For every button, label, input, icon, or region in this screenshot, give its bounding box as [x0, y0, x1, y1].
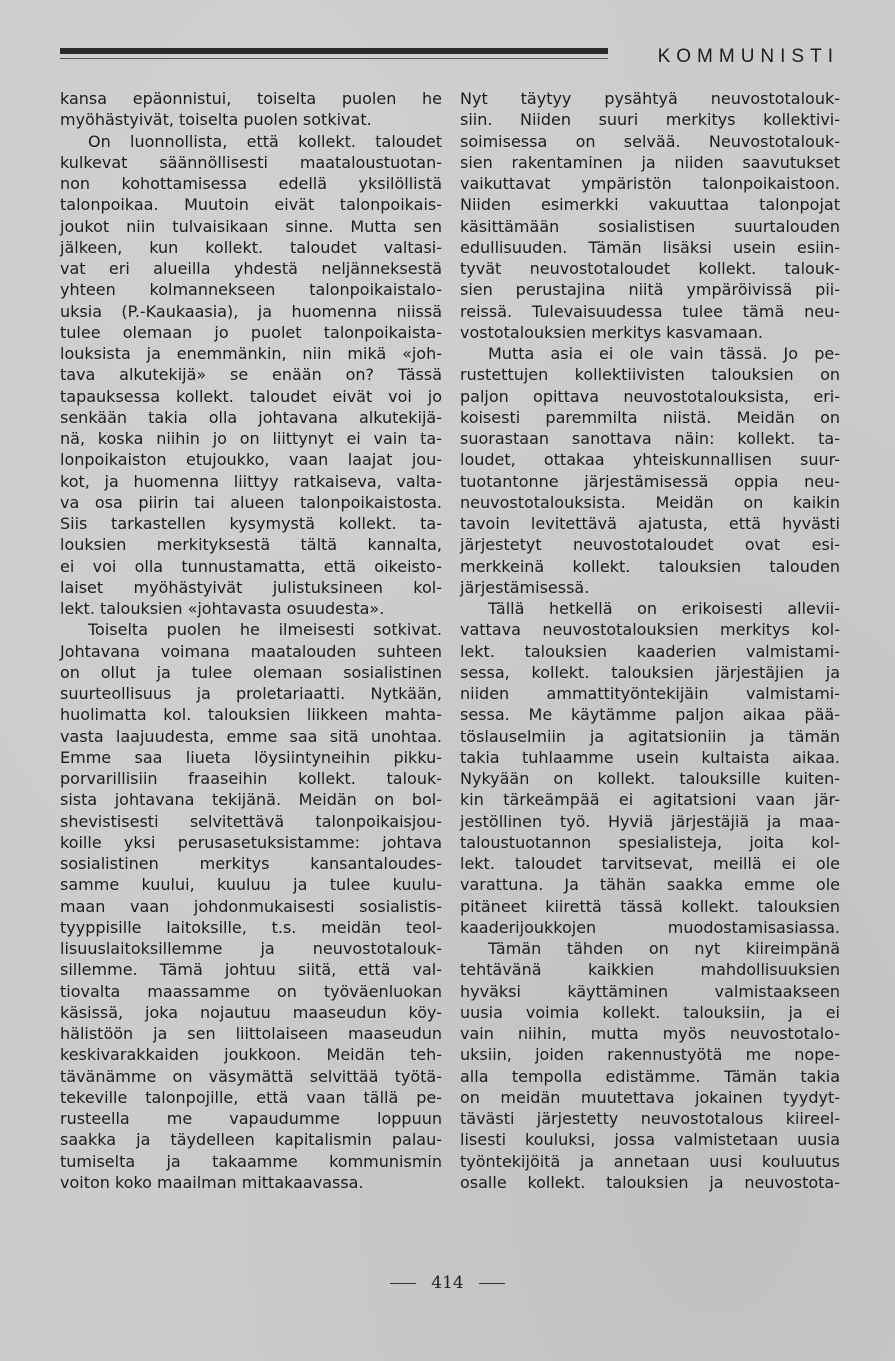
text-line: tiovalta maassamme on työväenluokan [60, 981, 442, 1001]
text-line: louksien merkityksestä tältä kannalta, [60, 535, 442, 555]
text-line: huolimatta kol. talouksien liikkeen mahta- [60, 705, 442, 725]
text-line: sessa, kollekt. talouksien järjestäjien ja [460, 662, 840, 682]
text-line: louksista ja enemmänkin, niin mikä «joh- [60, 344, 442, 363]
text-line: sista johtavana tekijänä. Meidän on bol- [60, 790, 442, 810]
text-line: takia tuhlaamme usein kultaista aikaa. [460, 747, 840, 767]
text-line: soimisessa on selvää. Neuvostotalouk- [460, 131, 840, 151]
text-line: suorastaan sanottava näin: kollekt. ta- [460, 429, 840, 448]
text-line: vain niihin, mutta myös neuvostotalo- [460, 1024, 840, 1043]
text-line: koisesti paremmilta niistä. Meidän on [460, 407, 840, 427]
text-line: käsissä, joka nojautuu maaseudun köy- [60, 1002, 442, 1022]
text-line: vasta laajuudesta, emme saa sitä unohtaa. [60, 726, 442, 746]
text-line: senkään takia olla johtavana alkutekijä- [60, 407, 442, 427]
text-line: kansa epäonnistui, toiselta puolen he [60, 89, 442, 108]
right-text-column [460, 88, 840, 1193]
text-line: tyyppisille laitoksille, t.s. meidän teol- [60, 917, 442, 937]
text-line: samme kuului, kuuluu ja tulee kuulu- [60, 875, 442, 895]
text-line: tyvät neuvostotaloudet kollekt. talouk- [460, 259, 840, 278]
page-number-dash-left [390, 1283, 416, 1284]
text-line: hyväksi käyttäminen valmistaakseen [460, 981, 840, 1001]
text-line: hälistöön ja sen liittolaiseen maaseudun [60, 1024, 442, 1043]
running-title: KOMMUNISTI [657, 46, 839, 67]
text-line: niiden ammattityöntekijäin valmistami- [460, 684, 840, 703]
text-line: joukot niin tulvaisikaan sinne. Mutta sen [60, 216, 442, 236]
text-line: ei voi olla tunnustamatta, että oikeisto- [60, 556, 442, 576]
text-line: tekeville talonpojille, että vaan tällä pe- [60, 1087, 442, 1107]
text-line: lisesti kouluksi, jossa valmistetaan uusia [460, 1130, 840, 1150]
text-line: paljon opittava neuvostotalouksista, eri- [460, 386, 840, 406]
text-line: kulkevat säännöllisesti maataloustuotan- [60, 152, 442, 172]
text-line: lekt. talouksien «johtavasta osuudesta». [60, 599, 385, 618]
text-line: tumiselta ja takaamme kommunismin [60, 1151, 442, 1171]
text-line: käsittämään sosialistisen suurtalouden [460, 216, 840, 236]
left-text-column [60, 88, 442, 1193]
text-line: sien rakentaminen ja niiden saavutukset [460, 152, 840, 172]
text-line: saakka ja täydelleen kapitalismin palau- [60, 1130, 442, 1150]
text-line: tavoin levitettävä ajatusta, että hyvästi [460, 514, 840, 533]
text-line: töslauselmiin ja agitatsioniin ja tämän [460, 726, 840, 746]
header-rule [60, 48, 608, 54]
text-line: taloustuotannon spesialisteja, joita kol- [460, 832, 840, 852]
text-line: voiton koko maailman mittakaavassa. [60, 1172, 364, 1192]
text-line: rustettujen kollektiivisten talouksien on [460, 365, 840, 385]
text-line: porvarillisiin fraaseihin kollekt. talouk- [60, 769, 442, 788]
text-line: osalle kollekt. talouksien ja neuvostota- [460, 1172, 840, 1192]
text-line: reissä. Tulevaisuudessa tulee tämä neu- [460, 301, 840, 321]
text-line: on meidän muutettava jokainen tyydyt- [460, 1087, 840, 1107]
text-line: Mutta asia ei ole vain tässä. Jo pe- [488, 344, 840, 363]
text-line: kot, ja huomenna liittyy ratkaiseva, valta- [60, 471, 442, 491]
text-line: vaikuttavat ympäristön talonpoikaistoon. [460, 174, 840, 193]
text-line: lonpoikaiston etujoukko, vaan laajat jou- [60, 450, 442, 470]
text-line: järjestämisessä. [460, 577, 590, 597]
page-number: 414 [431, 1273, 464, 1293]
text-line: kaaderijoukkojen muodostamisasiassa. [460, 917, 840, 937]
text-line: tava alkutekijä» se enään on? Tässä [60, 365, 442, 385]
text-line: järjestetyt neuvostotaloudet ovat esi- [460, 535, 840, 555]
text-line: tävästi järjestetty neuvostotalous kiireel- [460, 1109, 840, 1128]
text-line: non kohottamisessa edellä yksilöllistä [60, 174, 442, 193]
text-line: myöhästyivät, toiselta puolen sotkivat. [60, 110, 372, 130]
header-rule-thin [60, 58, 608, 59]
text-line: Nyt täytyy pysähtyä neuvostotalouk- [460, 89, 840, 108]
text-line: Tämän tähden on nyt kiireimpänä [488, 939, 840, 958]
text-line: yhteen kolmannekseen talonpoikaistalo- [60, 280, 442, 300]
text-line: uksiin, joiden rakennustyötä me nope- [460, 1045, 840, 1065]
text-line: Nykyään on kollekt. talouksille kuiten- [460, 769, 840, 788]
text-line: pitäneet kiirettä tässä kollekt. talouksien [460, 896, 840, 916]
text-line: keskivarakkaiden joukkoon. Meidän teh- [60, 1045, 442, 1065]
text-line: jestöllinen työ. Hyviä järjestäjiä ja maa- [460, 811, 840, 831]
text-line: Siis tarkastellen kysymystä kollekt. ta- [60, 514, 442, 533]
text-line: on ollut ja tulee olemaan sosialistinen [60, 662, 442, 682]
text-line: sillemme. Tämä johtuu siitä, että val- [60, 960, 442, 980]
text-line: nä, koska niihin jo on liittynyt ei vain ta- [60, 429, 442, 448]
text-line: tävänämme on väsymättä selvittää työtä- [60, 1066, 442, 1086]
text-line: siin. Niiden suuri merkitys kollektivi- [460, 110, 840, 130]
text-line: tuotantonne järjestämisessä oppia neu- [460, 471, 840, 491]
text-line: edullisuuden. Tämän lisäksi usein esiin- [460, 237, 840, 257]
text-line: merkkeinä kollekt. talouksien talouden [460, 556, 840, 576]
text-line: Johtavana voimana maatalouden suhteen [60, 641, 442, 661]
text-line: loudet, ottakaa yhteiskunnallisen suur- [460, 450, 840, 470]
text-line: sosialistinen merkitys kansantaloudes- [60, 854, 442, 873]
text-line: rusteella me vapaudumme loppuun [60, 1109, 442, 1128]
text-line: laiset myöhästyivät julistuksineen kol- [60, 577, 442, 597]
text-line: On luonnollista, että kollekt. taloudet [88, 131, 442, 151]
text-line: vostotalouksien merkitys kasvamaan. [460, 322, 763, 342]
page-number-dash-right [479, 1283, 505, 1284]
text-line: vat eri alueilla yhdestä neljänneksestä [60, 259, 442, 278]
text-line: lekt. taloudet tarvitsevat, meillä ei ole [460, 854, 840, 873]
text-line: varattuna. Ja tähän saakka emme ole [460, 875, 840, 895]
text-line: tulee olemaan jo puolet talonpoikaista- [60, 322, 442, 342]
text-line: neuvostotalouksista. Meidän on kaikin [460, 492, 840, 512]
page-number-footer [0, 1273, 895, 1293]
text-line: shevistisesti selvitettävä talonpoikaisjou- [60, 811, 442, 831]
text-line: va osa piirin tai alueen talonpoikaistosta. [60, 492, 442, 512]
text-line: Niiden esimerkki vakuuttaa talonpojat [460, 195, 840, 215]
text-line: talonpoikaa. Muutoin eivät talonpoikais- [60, 195, 442, 215]
text-line: tapauksessa kollekt. taloudet eivät voi jo [60, 386, 442, 406]
text-line: tehtävänä kaikkien mahdollisuuksien [460, 960, 840, 980]
text-line: lisuuslaitoksillemme ja neuvostotalouk- [60, 939, 442, 958]
text-line: sessa. Me käytämme paljon aikaa pää- [460, 705, 840, 725]
text-line: alla tempolla edistämme. Tämän takia [460, 1066, 840, 1086]
text-line: Emme saa liueta löysiintyneihin pikku- [60, 747, 442, 767]
text-line: sien perustajina niitä ympäröivissä pii- [460, 280, 840, 300]
text-line: koille yksi perusasetuksistamme: johtava [60, 832, 442, 852]
text-line: uksia (P.-Kaukaasia), ja huomenna niissä [60, 301, 442, 321]
text-line: maan vaan johdonmukaisesti sosialistis- [60, 896, 442, 916]
text-line: uusia voimia kollekt. talouksiin, ja ei [460, 1002, 840, 1022]
text-line: kin tärkeämpää ei agitatsioni vaan jär- [460, 790, 840, 810]
text-line: Tällä hetkellä on erikoisesti allevii- [488, 599, 840, 618]
text-line: vattava neuvostotalouksien merkitys kol- [460, 620, 840, 640]
text-line: työntekijöitä ja annetaan uusi kouluutus [460, 1151, 840, 1171]
text-line: Toiselta puolen he ilmeisesti sotkivat. [88, 620, 442, 640]
text-line: suurteollisuus ja proletariaatti. Nytkään, [60, 684, 442, 703]
text-line: lekt. talouksien kaaderien valmistami- [460, 641, 840, 661]
text-line: jälkeen, kun kollekt. taloudet valtasi- [60, 237, 442, 257]
